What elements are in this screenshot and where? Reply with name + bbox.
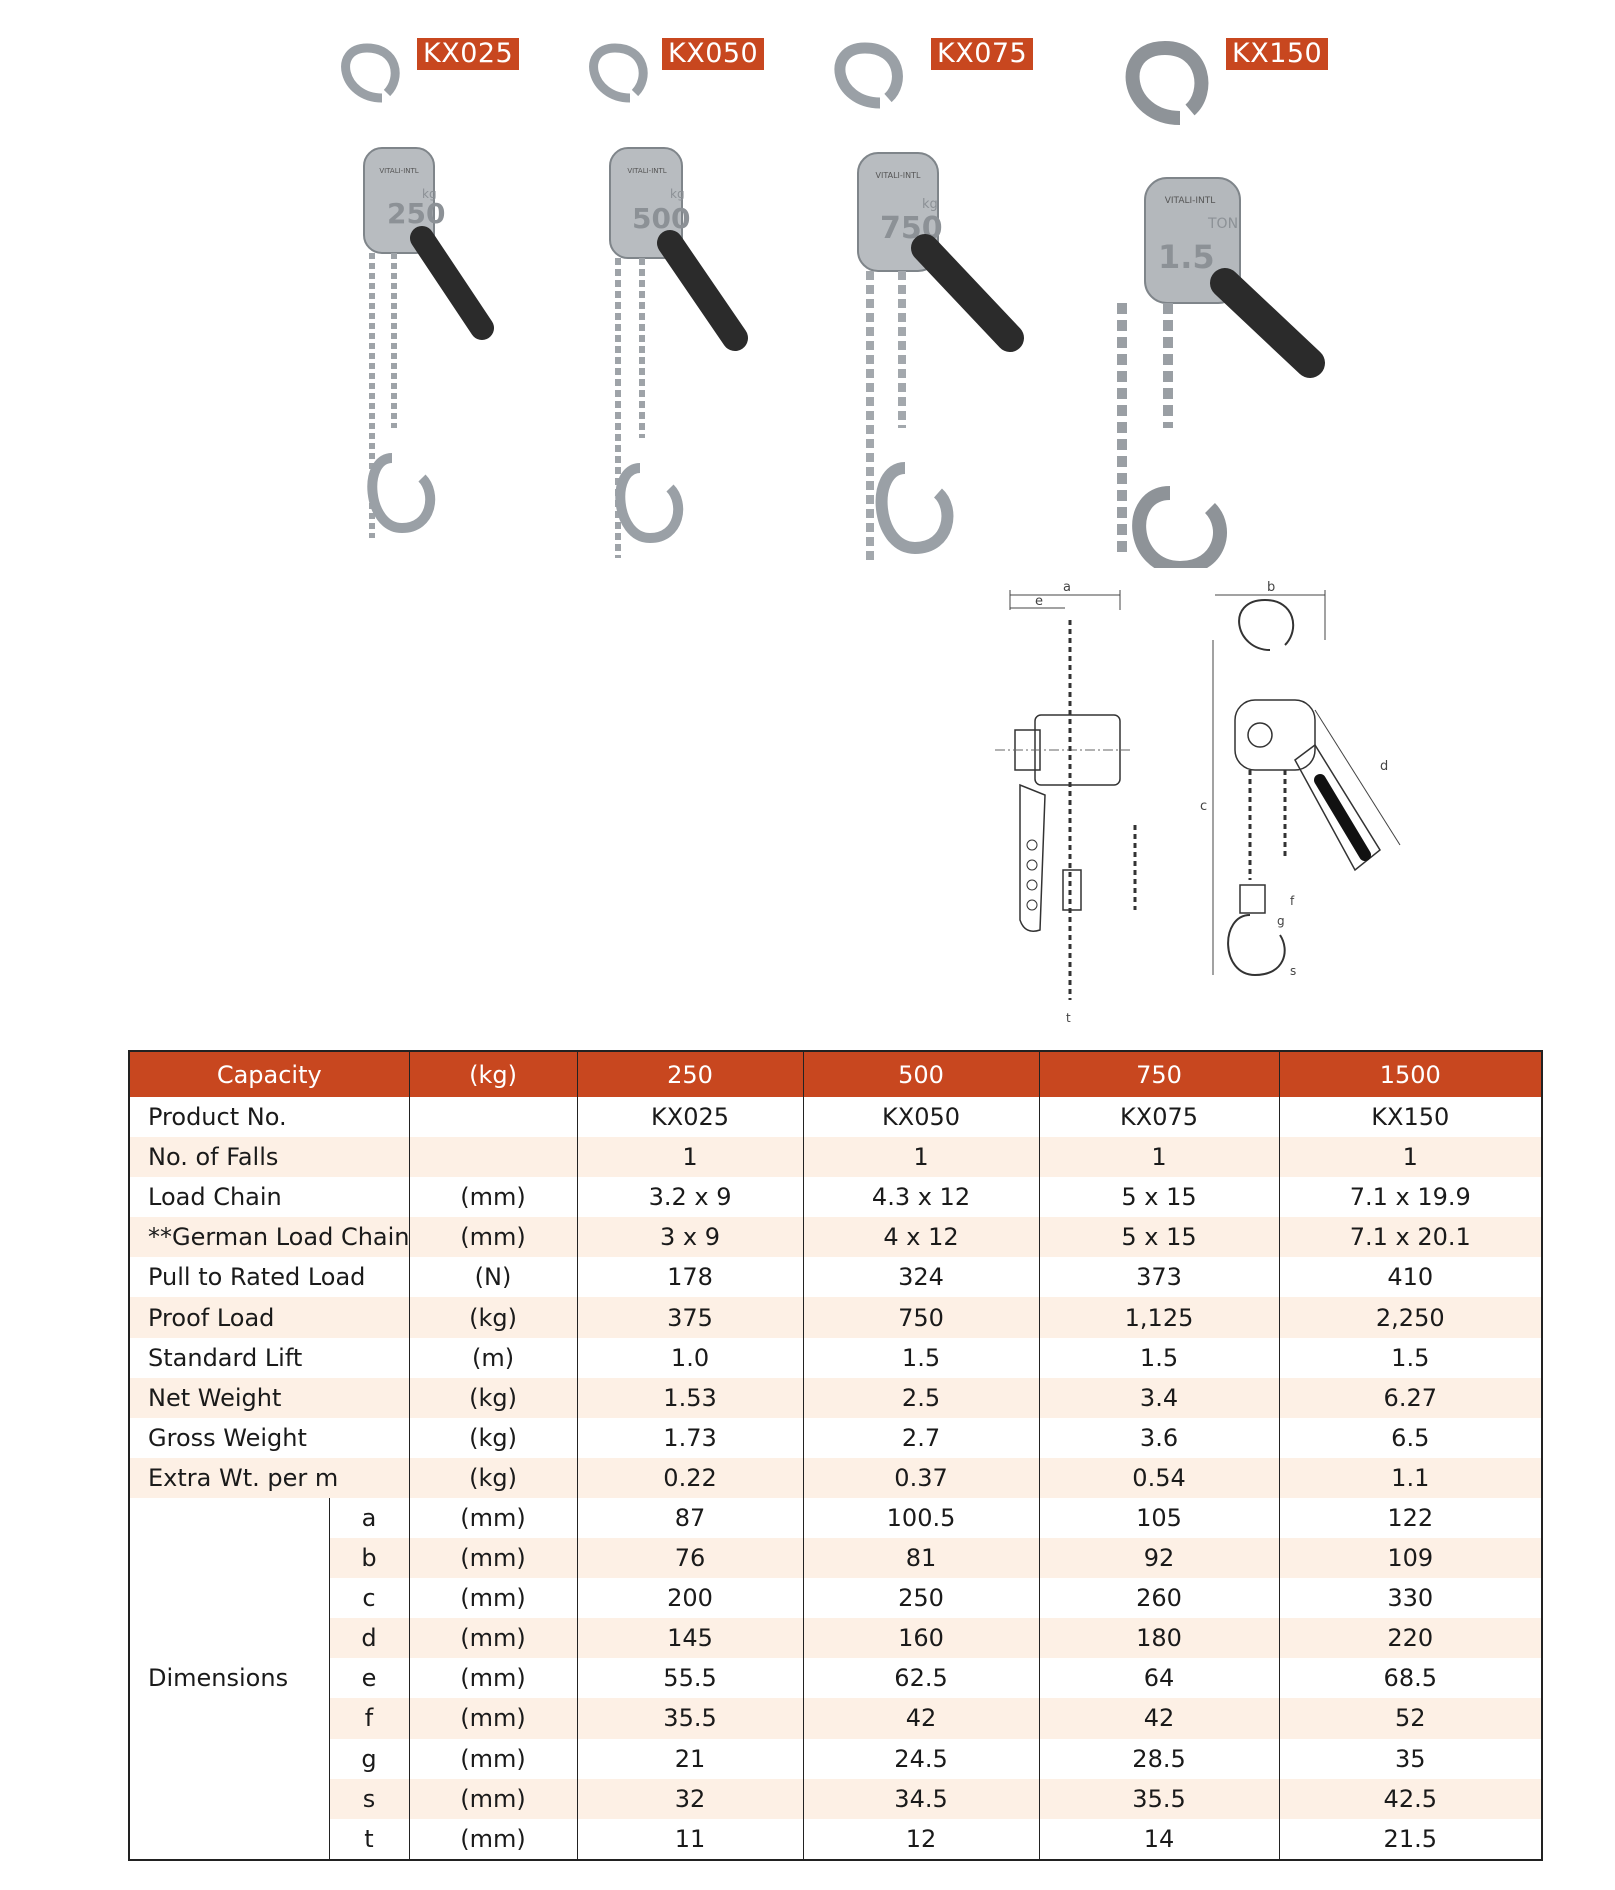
row-label: Standard Lift: [129, 1338, 409, 1378]
dimension-value: 42: [803, 1698, 1039, 1738]
dimension-value: 34.5: [803, 1779, 1039, 1819]
dimension-value: 11: [577, 1819, 803, 1860]
dimension-row: [129, 1498, 1542, 1538]
product-label: KX025: [417, 38, 519, 70]
dimension-value: 24.5: [803, 1739, 1039, 1779]
dimension-value: 28.5: [1039, 1739, 1279, 1779]
dimension-unit: (mm): [409, 1739, 577, 1779]
row-value: 2.5: [803, 1378, 1039, 1418]
row-label: **German Load Chain: [129, 1217, 409, 1257]
svg-text:VITALI-INTL: VITALI-INTL: [379, 167, 419, 175]
header-unit: (kg): [409, 1051, 577, 1097]
dimension-value: 180: [1039, 1618, 1279, 1658]
dimension-value: 220: [1279, 1618, 1542, 1658]
dimension-unit: (mm): [409, 1658, 577, 1698]
row-unit: (N): [409, 1257, 577, 1297]
row-value: 375: [577, 1297, 803, 1337]
table-row: [129, 1177, 1542, 1217]
row-value: 1.53: [577, 1378, 803, 1418]
svg-text:e: e: [1035, 594, 1043, 609]
row-value: 1.5: [803, 1338, 1039, 1378]
dimension-value: 62.5: [803, 1658, 1039, 1698]
row-value: 1: [1039, 1137, 1279, 1177]
dimension-value: 160: [803, 1618, 1039, 1658]
row-value: 1.0: [577, 1338, 803, 1378]
dimension-row: [129, 1658, 1542, 1698]
header-value: 1500: [1279, 1051, 1542, 1097]
specification-table: [128, 1050, 1543, 1861]
dimension-value: 12: [803, 1819, 1039, 1860]
dimension-letter: a: [329, 1498, 409, 1538]
table-row: [129, 1338, 1542, 1378]
row-value: 5 x 15: [1039, 1217, 1279, 1257]
dimension-unit: (mm): [409, 1538, 577, 1578]
dimension-value: 35.5: [1039, 1779, 1279, 1819]
row-value: 324: [803, 1257, 1039, 1297]
table-row: [129, 1217, 1542, 1257]
row-value: 4.3 x 12: [803, 1177, 1039, 1217]
row-value: KX050: [803, 1097, 1039, 1137]
row-value: 0.54: [1039, 1458, 1279, 1498]
dimension-unit: (mm): [409, 1578, 577, 1618]
dimension-value: 76: [577, 1538, 803, 1578]
dimension-unit: (mm): [409, 1779, 577, 1819]
dimension-letter: t: [329, 1819, 409, 1860]
header-capacity: Capacity: [129, 1051, 409, 1097]
product-kx025: [312, 38, 522, 568]
row-value: 7.1 x 19.9: [1349, 1183, 1471, 1212]
lever-hoist-image: [810, 38, 1050, 568]
row-unit: (kg): [409, 1418, 577, 1458]
row-value: 1.5: [1039, 1338, 1279, 1378]
dimension-value: 109: [1279, 1538, 1542, 1578]
product-label: KX050: [662, 38, 764, 70]
dimension-letter: g: [329, 1739, 409, 1779]
row-value: 750: [803, 1297, 1039, 1337]
lever-hoist-image: [312, 38, 522, 568]
row-value: 3 x 9: [577, 1217, 803, 1257]
row-value: 0.37: [803, 1458, 1039, 1498]
svg-text:f: f: [1290, 894, 1295, 908]
row-value: 1: [803, 1137, 1039, 1177]
dimension-letter: b: [329, 1538, 409, 1578]
row-value: 7.1 x 20.1: [1279, 1217, 1542, 1257]
row-value: 1: [577, 1137, 803, 1177]
dimension-value: 250: [803, 1578, 1039, 1618]
dimension-row: [129, 1779, 1542, 1819]
dimension-row: [129, 1578, 1542, 1618]
table-row: [129, 1458, 1542, 1498]
dimension-row: [129, 1819, 1542, 1860]
header-value: 750: [1039, 1051, 1279, 1097]
lever-hoist-image: [1100, 38, 1350, 568]
dimensions-label: Dimensions: [129, 1498, 329, 1860]
row-value: 3.6: [1039, 1418, 1279, 1458]
row-value: 2.7: [803, 1418, 1039, 1458]
row-unit: [409, 1137, 577, 1177]
row-unit: (mm): [409, 1217, 577, 1257]
table-body: [129, 1097, 1542, 1860]
dimension-drawing: [995, 580, 1475, 1025]
svg-text:kg: kg: [422, 187, 437, 201]
dimension-unit: (mm): [409, 1618, 577, 1658]
product-kx050: [560, 38, 770, 568]
row-value: 1.73: [577, 1418, 803, 1458]
svg-text:1.5: 1.5: [1158, 238, 1215, 276]
svg-text:d: d: [1380, 759, 1389, 774]
row-label: Pull to Rated Load: [129, 1257, 409, 1297]
row-unit: (kg): [409, 1458, 577, 1498]
svg-text:TON: TON: [1208, 216, 1239, 232]
svg-text:s: s: [1290, 964, 1297, 978]
svg-text:c: c: [1200, 799, 1208, 814]
dimension-letter: f: [329, 1698, 409, 1738]
dimension-value: 200: [577, 1578, 803, 1618]
row-unit: (mm): [409, 1177, 577, 1217]
table-header-row: [129, 1051, 1542, 1097]
dimension-value: 42.5: [1279, 1779, 1542, 1819]
row-value: KX075: [1039, 1097, 1279, 1137]
svg-text:kg: kg: [670, 187, 685, 201]
dimension-value: 87: [577, 1498, 803, 1538]
row-value: 3.4: [1039, 1378, 1279, 1418]
row-value: 3.2 x 9: [577, 1177, 803, 1217]
row-unit: (m): [409, 1338, 577, 1378]
product-label: KX150: [1226, 38, 1328, 70]
dimension-value: 64: [1039, 1658, 1279, 1698]
dimension-value: 21.5: [1383, 1824, 1437, 1853]
dimension-value: 32: [577, 1779, 803, 1819]
row-label: Proof Load: [129, 1297, 409, 1337]
svg-text:t: t: [1066, 1011, 1071, 1025]
svg-text:750: 750: [880, 211, 943, 246]
dimension-value: 68.5: [1383, 1664, 1437, 1693]
dimension-value: 330: [1387, 1584, 1434, 1613]
row-value: KX150: [1371, 1103, 1450, 1132]
row-label: Load Chain: [129, 1177, 409, 1217]
row-value: 1,125: [1039, 1297, 1279, 1337]
table-row: [129, 1257, 1542, 1297]
row-unit: (kg): [409, 1378, 577, 1418]
dimension-value: 145: [577, 1618, 803, 1658]
row-value: 0.22: [577, 1458, 803, 1498]
dimension-row: [129, 1618, 1542, 1658]
dimension-value: 42: [1039, 1698, 1279, 1738]
row-value: 373: [1039, 1257, 1279, 1297]
svg-text:250: 250: [387, 197, 446, 230]
svg-text:VITALI-INTL: VITALI-INTL: [1164, 196, 1216, 206]
row-value: 5 x 15: [1039, 1177, 1279, 1217]
table-row: [129, 1137, 1542, 1177]
dimension-value: 81: [803, 1538, 1039, 1578]
dimension-value: 14: [1039, 1819, 1279, 1860]
dimension-letter: c: [329, 1578, 409, 1618]
row-value: 6.27: [1279, 1378, 1542, 1418]
svg-text:500: 500: [632, 202, 691, 235]
row-value: 1: [1279, 1137, 1542, 1177]
dimension-value: 55.5: [577, 1658, 803, 1698]
row-unit: [409, 1097, 577, 1137]
table-row: [129, 1418, 1542, 1458]
row-value: 6.5: [1391, 1423, 1430, 1452]
row-label: Net Weight: [129, 1378, 409, 1418]
svg-text:kg: kg: [922, 197, 938, 212]
row-unit: (kg): [409, 1297, 577, 1337]
dimension-value: 92: [1039, 1538, 1279, 1578]
dimension-unit: (mm): [409, 1819, 577, 1860]
svg-text:a: a: [1063, 580, 1071, 595]
dimension-value: 35: [1394, 1744, 1426, 1773]
dimension-row: [129, 1698, 1542, 1738]
dimension-row: [129, 1739, 1542, 1779]
product-kx075: [810, 38, 1050, 568]
header-value: 500: [803, 1051, 1039, 1097]
dimension-value: 100.5: [803, 1498, 1039, 1538]
lever-hoist-image: [560, 38, 770, 568]
svg-text:g: g: [1277, 914, 1285, 928]
table-row: [129, 1097, 1542, 1137]
dimension-value: 260: [1039, 1578, 1279, 1618]
dimension-value: 52: [1279, 1698, 1542, 1738]
dimension-letter: e: [329, 1658, 409, 1698]
dimension-value: 105: [1039, 1498, 1279, 1538]
dimension-letter: d: [329, 1618, 409, 1658]
row-label: Gross Weight: [129, 1418, 409, 1458]
dimension-value: 122: [1387, 1503, 1434, 1532]
row-value: KX025: [577, 1097, 803, 1137]
dimension-value: 21: [577, 1739, 803, 1779]
svg-text:VITALI-INTL: VITALI-INTL: [875, 171, 921, 180]
row-label: Product No.: [129, 1097, 409, 1137]
row-value: 1.1: [1279, 1458, 1542, 1498]
svg-text:VITALI-INTL: VITALI-INTL: [627, 167, 667, 175]
row-value: 178: [577, 1257, 803, 1297]
dimension-row: [129, 1538, 1542, 1578]
dimension-value: 35.5: [577, 1698, 803, 1738]
row-value: 2,250: [1279, 1297, 1542, 1337]
row-label: Extra Wt. per m: [129, 1458, 409, 1498]
row-value: 1.5: [1391, 1343, 1430, 1372]
table-row: [129, 1378, 1542, 1418]
header-value: 250: [577, 1051, 803, 1097]
product-label: KX075: [931, 38, 1033, 70]
product-kx150: [1100, 38, 1350, 568]
table-row: [129, 1297, 1542, 1337]
dimension-letter: s: [329, 1779, 409, 1819]
row-value: 410: [1387, 1263, 1434, 1292]
row-value: 4 x 12: [803, 1217, 1039, 1257]
svg-text:b: b: [1267, 580, 1276, 595]
dimension-unit: (mm): [409, 1698, 577, 1738]
dimension-unit: (mm): [409, 1498, 577, 1538]
row-label: No. of Falls: [129, 1137, 409, 1177]
